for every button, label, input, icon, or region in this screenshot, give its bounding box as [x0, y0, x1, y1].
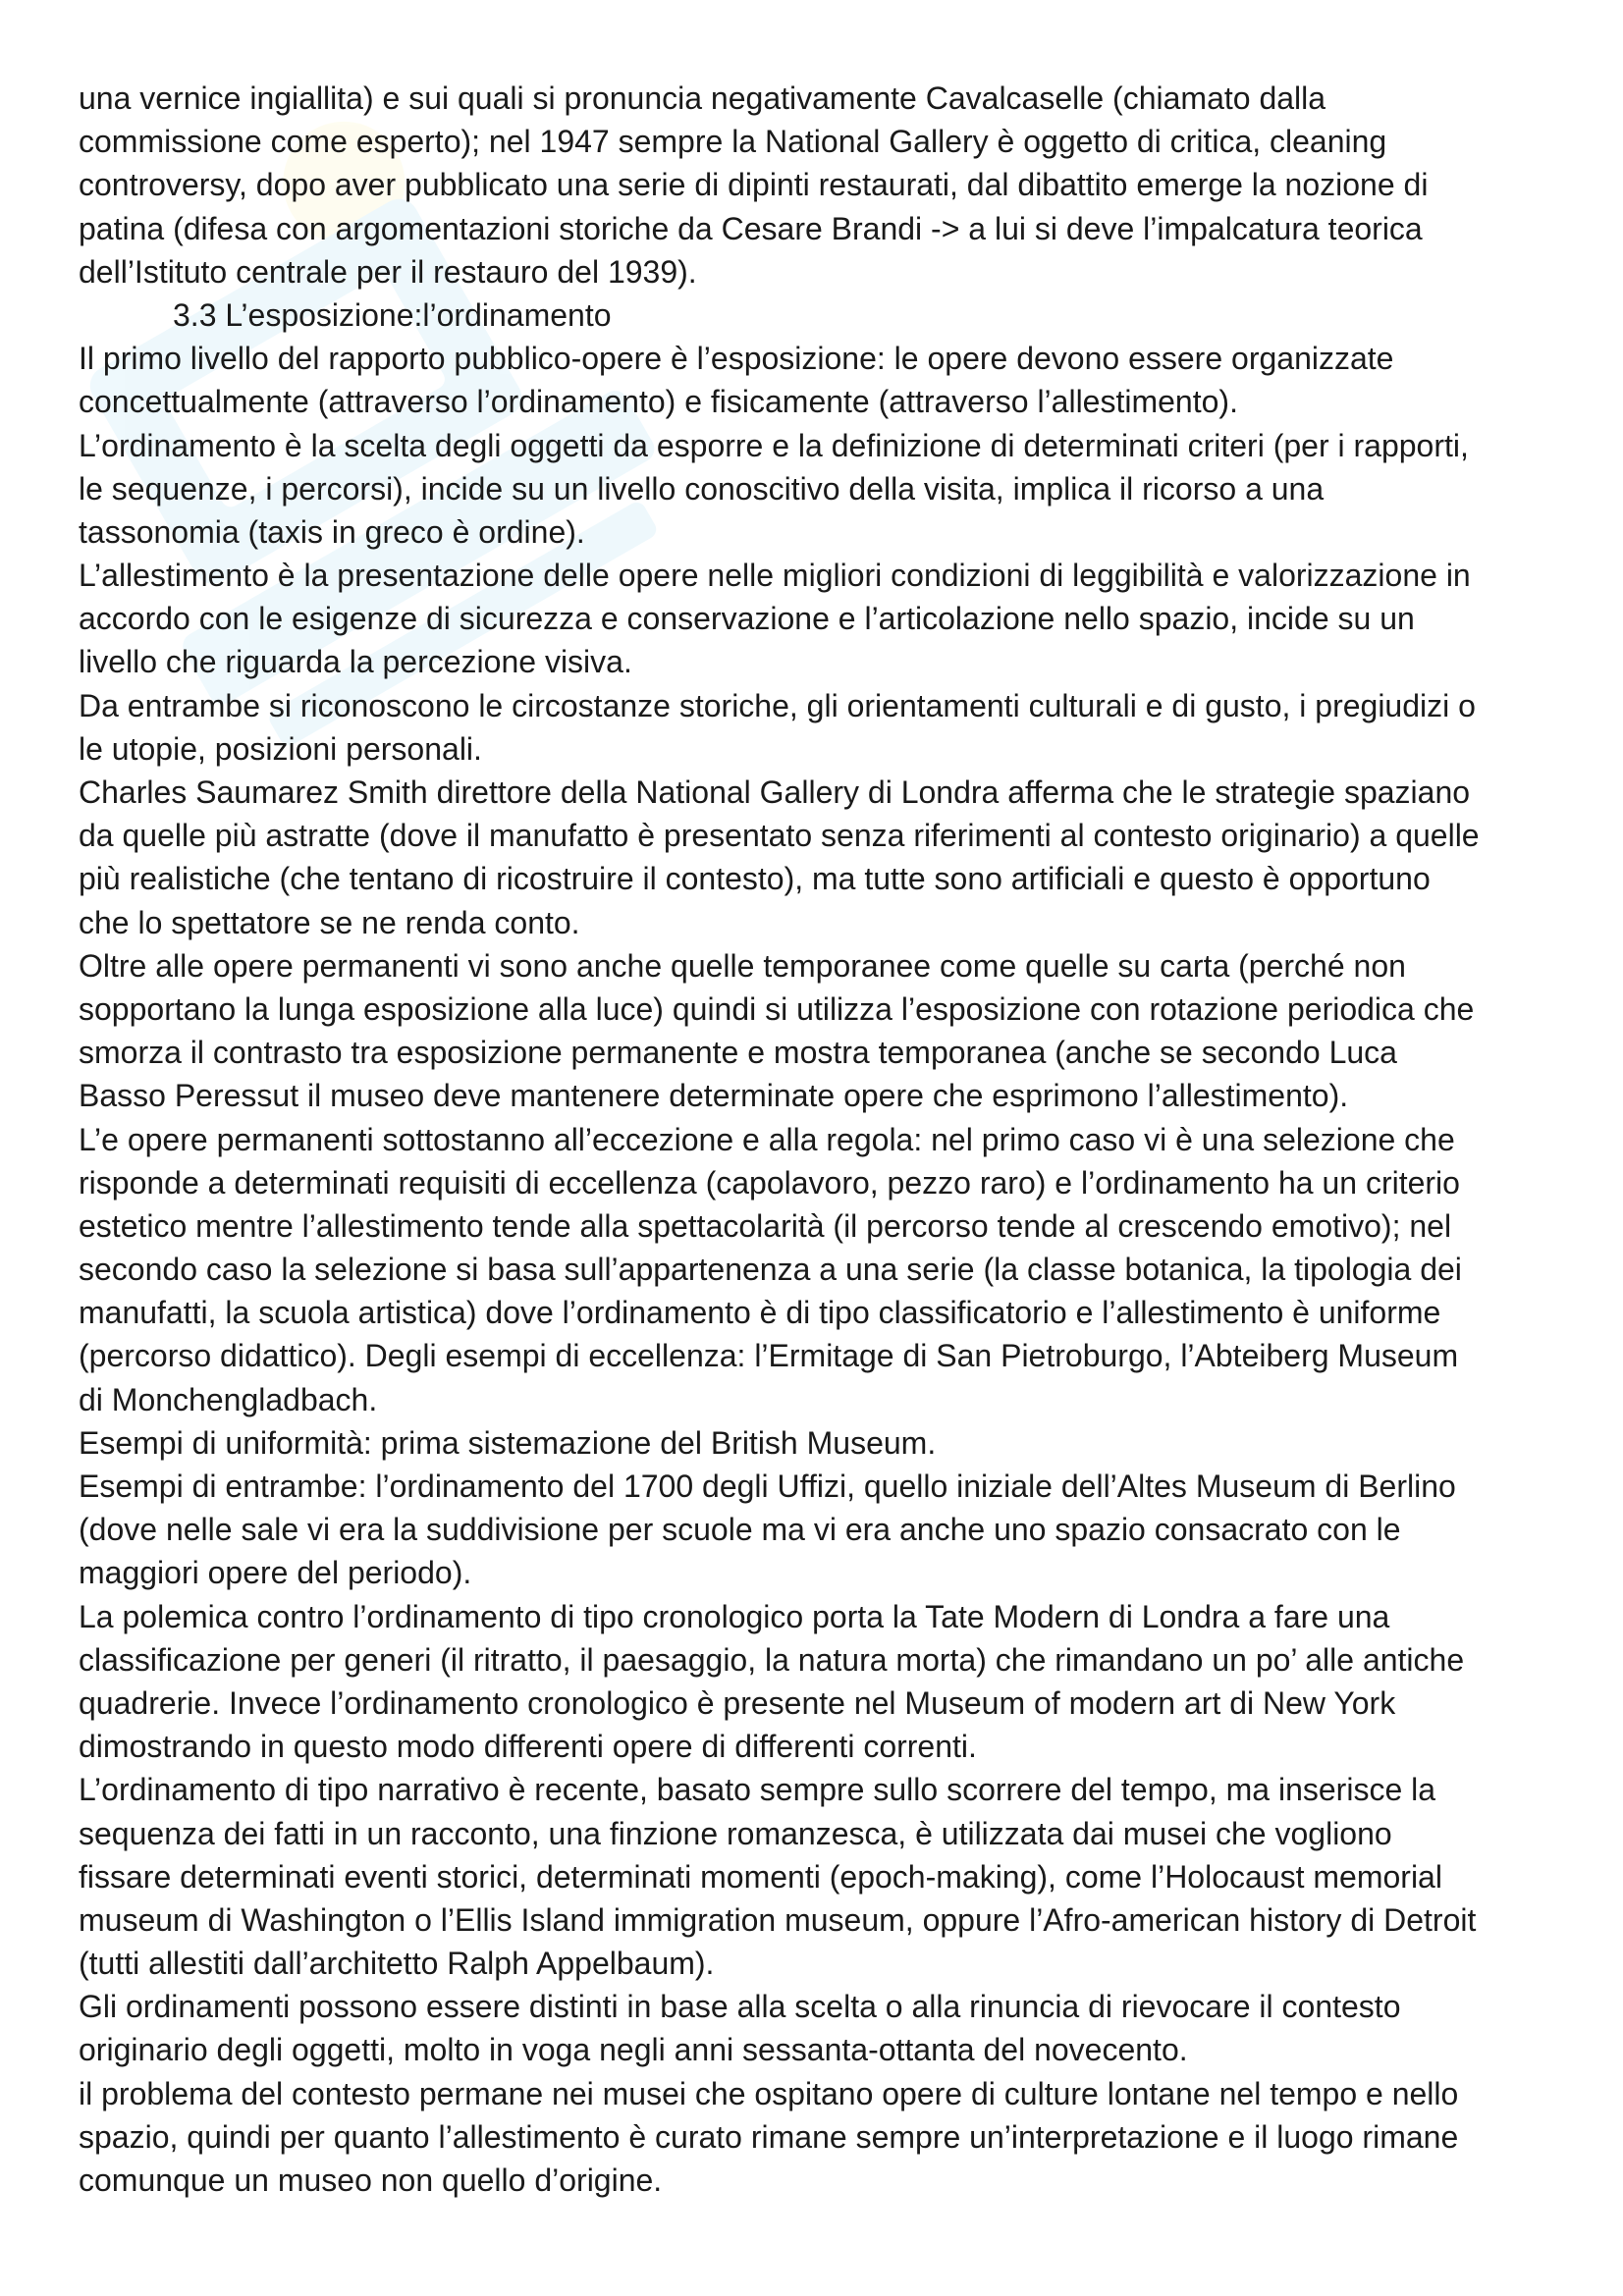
text-line: L’ordinamento è la scelta degli oggetti da esporre e la definizione di determinati criteri (per i rapporti,: [79, 427, 1469, 463]
text-line: livello che riguarda la percezione visiva.: [79, 644, 632, 680]
text-line: (tutti allestiti dall’architetto Ralph Appelbaum).: [79, 1946, 715, 1982]
text-line: concettualmente (attraverso l’ordinamento) e fisicamente (attraverso l’allestimento).: [79, 384, 1238, 420]
text-line: secondo caso la selezione si basa sull’appartenenza a una serie (la classe botanica, la tipologia dei: [79, 1252, 1462, 1288]
text-line: comunque un museo non quello d’origine.: [79, 2163, 663, 2198]
text-line: tassonomia (taxis in greco è ordine).: [79, 513, 585, 550]
text-line: risponde a determinati requisiti di eccellenza (capolavoro, pezzo raro) e l’ordinamento ha un criterio: [79, 1164, 1460, 1201]
text-line: accordo con le esigenze di sicurezza e conservazione e l’articolazione nello spazio, incide su un: [79, 601, 1415, 637]
text-line: Basso Peressut il museo deve mantenere determinate opere che esprimono l’allestimento).: [79, 1078, 1349, 1114]
text-line: commissione come esperto); nel 1947 sempre la National Gallery è oggetto di critica, cleaning: [79, 124, 1387, 160]
text-line: maggiori opere del periodo).: [79, 1555, 472, 1591]
text-line: patina (difesa con argomentazioni storiche da Cesare Brandi -> a lui si deve l’impalcatura teorica: [79, 210, 1423, 246]
text-line: Oltre alle opere permanenti vi sono anche quelle temporanee come quelle su carta (perché non: [79, 947, 1406, 984]
text-line: di Monchengladbach.: [79, 1381, 378, 1417]
text-line: Gli ordinamenti possono essere distinti in base alla scelta o alla rinuncia di rievocare il contesto: [79, 1989, 1401, 2025]
text-line: estetico mentre l’allestimento tende alla spettacolarità (il percorso tende al crescendo emotivo); nel: [79, 1207, 1452, 1244]
text-line: dimostrando in questo modo differenti opere di differenti correnti.: [79, 1729, 977, 1765]
text-line: dell’Istituto centrale per il restauro del 1939).: [79, 253, 697, 290]
text-line: originario degli oggetti, molto in voga negli anni sessanta-ottanta del novecento.: [79, 2032, 1188, 2068]
text-line: da quelle più astratte (dove il manufatto è presentato senza riferimenti al contesto originario) a quelle: [79, 818, 1480, 854]
text-line: quadrerie. Invece l’ordinamento cronologico è presente nel Museum of modern art di New York: [79, 1684, 1396, 1721]
text-line: Esempi di entrambe: l’ordinamento del 1700 degli Uffizi, quello iniziale dell’Altes Museum di Berlino: [79, 1468, 1456, 1504]
text-line: che lo spettatore se ne renda conto.: [79, 904, 580, 940]
text-line: La polemica contro l’ordinamento di tipo cronologico porta la Tate Modern di Londra a fare una: [79, 1598, 1390, 1634]
text-line: classificazione per generi (il ritratto, il paesaggio, la natura morta) che rimandano un po’ alle antiche: [79, 1641, 1465, 1678]
text-line: fissare determinati eventi storici, determinati momenti (epoch-making), come l’Holocaust memorial: [79, 1858, 1442, 1895]
text-line: più realistiche (che tentano di ricostruire il contesto), ma tutte sono artificiali e questo è opportuno: [79, 861, 1431, 897]
document-body: [79, 77, 1551, 2245]
text-line: L’ordinamento di tipo narrativo è recente, basato sempre sullo scorrere del tempo, ma inserisce la: [79, 1772, 1436, 1808]
text-line: (percorso didattico). Degli esempi di eccellenza: l’Ermitage di San Pietroburgo, l’Abteiberg Museum: [79, 1338, 1459, 1374]
text-line: le utopie, posizioni personali.: [79, 730, 482, 767]
section-heading: 3.3 L’esposizione:l’ordinamento: [173, 296, 612, 333]
text-line: (dove nelle sale vi era la suddivisione per scuole ma vi era anche uno spazio consacrato con le: [79, 1512, 1401, 1548]
text-line: una vernice ingiallita) e sui quali si pronuncia negativamente Cavalcaselle (chiamato dalla: [79, 80, 1326, 116]
text-line: Charles Saumarez Smith direttore della National Gallery di Londra afferma che le strategie spaziano: [79, 774, 1471, 810]
text-line: sequenza dei fatti in un racconto, una finzione romanzesca, è utilizzata dai musei che vogliono: [79, 1815, 1392, 1851]
text-line: Da entrambe si riconoscono le circostanze storiche, gli orientamenti culturali e di gusto, i pregiudizi o: [79, 687, 1476, 723]
text-line: smorza il contrasto tra esposizione permanente e mostra temporanea (anche se secondo Luca: [79, 1035, 1397, 1071]
text-line: Il primo livello del rapporto pubblico-opere è l’esposizione: le opere devono essere organizzate: [79, 341, 1394, 377]
text-line: L’allestimento è la presentazione delle opere nelle migliori condizioni di leggibilità e valorizzazione in: [79, 558, 1471, 594]
text-line: museum di Washington o l’Ellis Island immigration museum, oppure l’Afro-american history di Detroit: [79, 1901, 1477, 1938]
text-line: controversy, dopo aver pubblicato una serie di dipinti restaurati, dal dibattito emerge la nozione di: [79, 167, 1429, 203]
text-line: spazio, quindi per quanto l’allestimento è curato rimane sempre un’interpretazione e il luogo rimane: [79, 2118, 1459, 2155]
text-line: Esempi di uniformità: prima sistemazione del British Museum.: [79, 1424, 937, 1461]
text-line: manufatti, la scuola artistica) dove l’ordinamento è di tipo classificatorio e l’allestimento è uniforme: [79, 1295, 1441, 1331]
text-line: [79, 2202, 1551, 2245]
text-line: sopportano la lunga esposizione alla luce) quindi si utilizza l’esposizione con rotazione periodica che: [79, 990, 1475, 1027]
text-line: L’e opere permanenti sottostanno all’eccezione e alla regola: nel primo caso vi è una selezione che: [79, 1121, 1455, 1157]
text-line: il problema del contesto permane nei musei che ospitano opere di culture lontane nel tempo e nello: [79, 2075, 1459, 2111]
text-line: le sequenze, i percorsi), incide su un livello conoscitivo della visita, implica il ricorso a una: [79, 470, 1325, 507]
